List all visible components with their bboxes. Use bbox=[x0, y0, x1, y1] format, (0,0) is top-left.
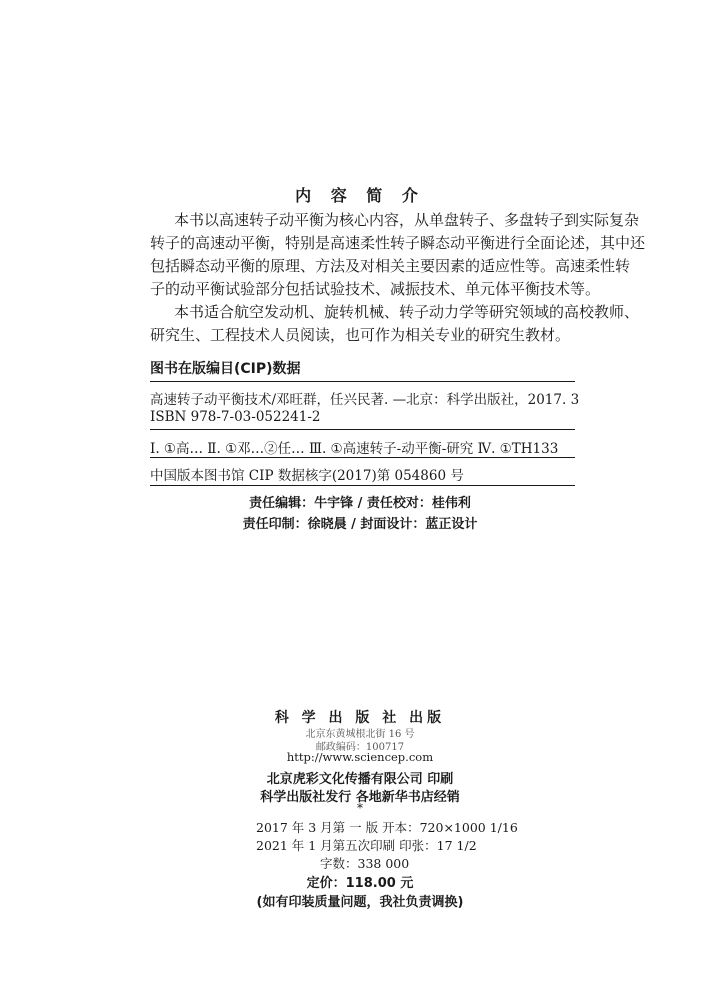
summary-paragraph-line: 包括瞬态动平衡的原理、方法及对相关主要因素的适应性等。高速柔性转 bbox=[150, 257, 631, 275]
cip-library-line: 中国版本图书馆 CIP 数据核字(2017)第 054860 号 bbox=[150, 468, 464, 484]
distribution-line: 科学出版社发行 各地新华书店经销 bbox=[260, 790, 460, 805]
summary-heading: 内 容 简 介 bbox=[295, 186, 425, 205]
summary-paragraph-line: 转子的高速动平衡，特别是高速柔性转子瞬态动平衡进行全面论述，其中还 bbox=[150, 234, 646, 252]
quality-note: (如有印装质量问题，我社负责调换) bbox=[256, 895, 464, 910]
printer-line: 北京虎彩文化传播有限公司 印刷 bbox=[266, 772, 454, 787]
cip-bottom-rule bbox=[150, 485, 575, 486]
cip-top-rule bbox=[150, 381, 575, 382]
publisher-address: 北京东黄城根北街 16 号 bbox=[305, 729, 415, 740]
cip-mid-rule-2 bbox=[150, 457, 575, 458]
edition-line: 2017 年 3 月第 一 版 开本：720×1000 1/16 bbox=[256, 820, 518, 835]
cip-book-line: 高速转子动平衡技术/邓旺群，任兴民著. —北京：科学出版社，2017. 3 bbox=[150, 392, 580, 408]
publisher-website: http://www.sciencep.com bbox=[286, 750, 434, 764]
summary-paragraph-line: 本书适合航空发动机、旋转机械、转子动力学等研究领域的高校教师、 bbox=[174, 303, 640, 321]
summary-paragraph-line: 本书以高速转子动平衡为核心内容，从单盘转子、多盘转子到实际复杂 bbox=[174, 211, 640, 229]
impression-line: 2021 年 1 月第五次印刷 印张：17 1/2 bbox=[256, 838, 477, 853]
separator-asterisk: * bbox=[357, 801, 363, 815]
summary-paragraph-line: 子的动平衡试验部分包括试验技术、减振技术、单元体平衡技术等。 bbox=[150, 280, 601, 298]
cip-classification-line: Ⅰ. ①高… Ⅱ. ①邓…②任… Ⅲ. ①高速转子-动平衡-研究 Ⅳ. ①TH133 bbox=[150, 441, 559, 457]
word-count-line: 字数：338 000 bbox=[320, 856, 410, 871]
cip-mid-rule bbox=[150, 429, 575, 430]
credits-line: 责任编辑：牛宇锋 / 责任校对：桂伟利 bbox=[249, 496, 471, 511]
cip-isbn-line: ISBN 978-7-03-052241-2 bbox=[150, 409, 321, 425]
publisher-postcode: 邮政编码：100717 bbox=[315, 742, 405, 753]
price-line: 定价：118.00 元 bbox=[306, 876, 414, 891]
summary-paragraph-line: 研究生、工程技术人员阅读，也可作为相关专业的研究生教材。 bbox=[150, 326, 571, 344]
cip-title: 图书在版编目(CIP)数据 bbox=[150, 361, 301, 377]
credits-line: 责任印制：徐晓晨 / 封面设计：蓝正设计 bbox=[242, 517, 478, 532]
publisher-name: 科 学 出 版 社 出版 bbox=[274, 710, 446, 726]
